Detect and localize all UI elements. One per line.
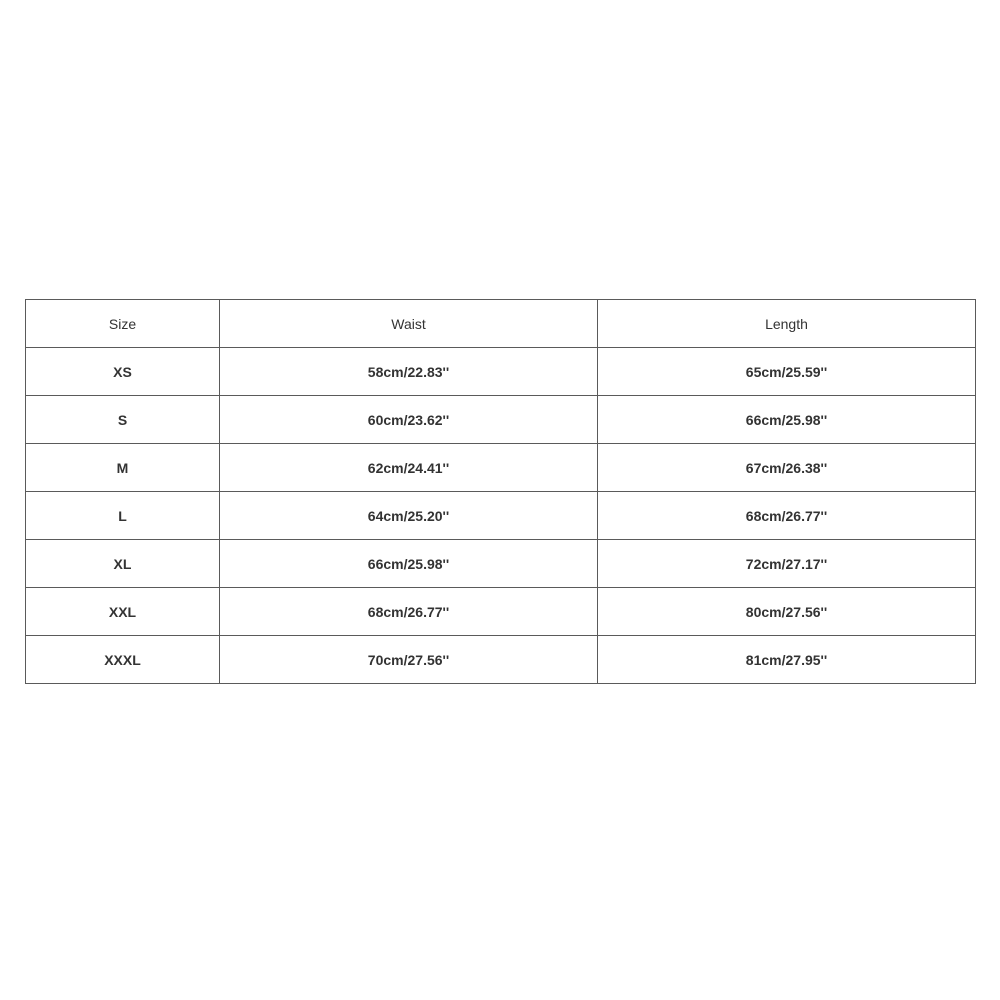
table-row: [26, 588, 976, 636]
waist-cell: 60cm/23.62'': [220, 396, 598, 444]
length-cell: 66cm/25.98'': [598, 396, 976, 444]
size-cell: L: [26, 492, 220, 540]
waist-cell: 58cm/22.83'': [220, 348, 598, 396]
table-row: [26, 540, 976, 588]
table-row: [26, 444, 976, 492]
waist-cell: 66cm/25.98'': [220, 540, 598, 588]
size-cell: M: [26, 444, 220, 492]
size-cell: XXXL: [26, 636, 220, 684]
length-cell: 65cm/25.59'': [598, 348, 976, 396]
waist-cell: 70cm/27.56'': [220, 636, 598, 684]
table-row: [26, 396, 976, 444]
header-waist: Waist: [220, 300, 598, 348]
size-chart-table: [25, 299, 976, 684]
header-length: Length: [598, 300, 976, 348]
table-row: [26, 348, 976, 396]
length-cell: 68cm/26.77'': [598, 492, 976, 540]
length-cell: 67cm/26.38'': [598, 444, 976, 492]
length-cell: 80cm/27.56'': [598, 588, 976, 636]
size-cell: XXL: [26, 588, 220, 636]
table-row: [26, 636, 976, 684]
size-cell: XL: [26, 540, 220, 588]
table-row: [26, 492, 976, 540]
table-header-row: [26, 300, 976, 348]
waist-cell: 64cm/25.20'': [220, 492, 598, 540]
header-size: Size: [26, 300, 220, 348]
waist-cell: 62cm/24.41'': [220, 444, 598, 492]
waist-cell: 68cm/26.77'': [220, 588, 598, 636]
size-cell: S: [26, 396, 220, 444]
length-cell: 81cm/27.95'': [598, 636, 976, 684]
size-cell: XS: [26, 348, 220, 396]
length-cell: 72cm/27.17'': [598, 540, 976, 588]
